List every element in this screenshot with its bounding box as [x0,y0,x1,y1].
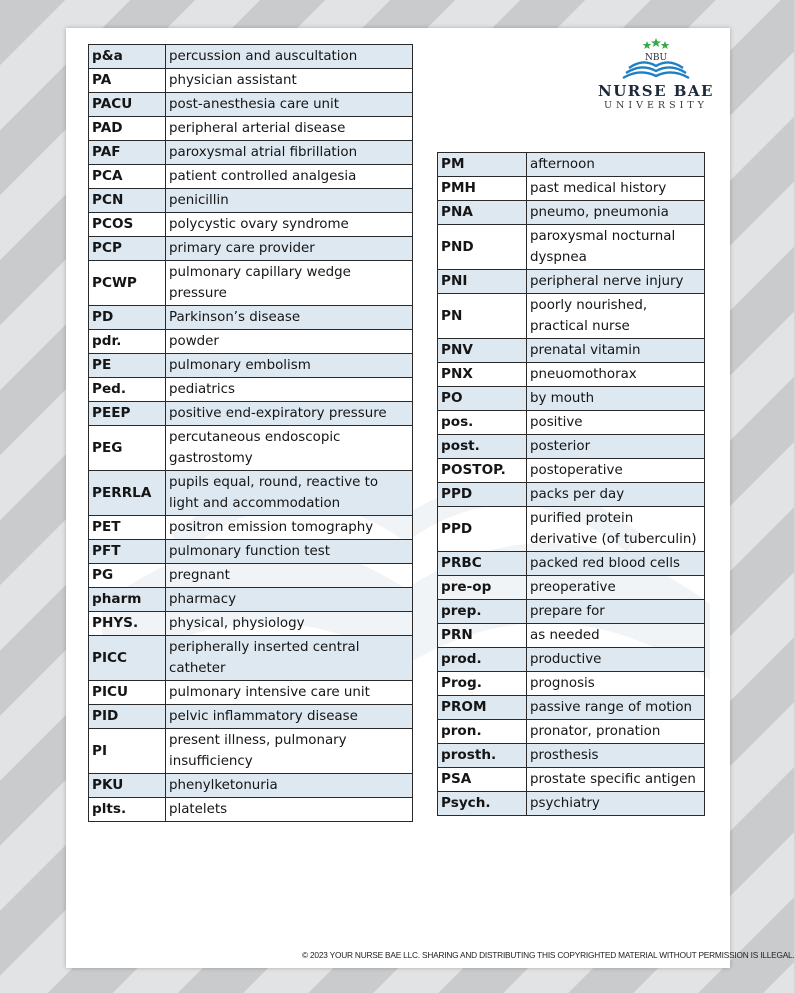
meaning-cell: penicillin [166,189,413,213]
abbreviation-cell: Psych. [438,792,527,816]
abbreviation-cell: PND [438,225,527,270]
abbreviation-cell: PHYS. [89,612,166,636]
meaning-cell: platelets [166,798,413,822]
abbreviation-cell: prep. [438,600,527,624]
logo-name: NURSE BAE [598,82,714,100]
meaning-cell: pulmonary embolism [166,354,413,378]
abbreviation-cell: Ped. [89,378,166,402]
abbreviation-cell: PE [89,354,166,378]
meaning-cell: afternoon [527,153,705,177]
abbreviation-cell: PICC [89,636,166,681]
meaning-cell: prosthesis [527,744,705,768]
meaning-cell: by mouth [527,387,705,411]
meaning-cell: preoperative [527,576,705,600]
table-row [89,141,413,165]
table-row [438,459,705,483]
table-row [89,93,413,117]
table-row [89,471,413,516]
abbreviation-cell: PID [89,705,166,729]
abbreviation-cell: pre-op [438,576,527,600]
abbreviation-cell: pos. [438,411,527,435]
abbreviation-table-right [437,152,705,816]
meaning-cell: pulmonary capillary wedge pressure [166,261,413,306]
logo-subtitle: UNIVERSITY [604,100,708,111]
abbreviation-cell: PEG [89,426,166,471]
abbreviation-cell: Prog. [438,672,527,696]
table-row [89,45,413,69]
table-row [438,294,705,339]
meaning-cell: pronator, pronation [527,720,705,744]
table-row [89,426,413,471]
table-row [438,696,705,720]
open-book-icon [621,38,691,80]
abbreviation-table-left [88,44,413,822]
abbreviation-cell: PERRLA [89,471,166,516]
meaning-cell: patient controlled analgesia [166,165,413,189]
meaning-cell: packs per day [527,483,705,507]
table-row [438,153,705,177]
abbreviation-cell: PCP [89,237,166,261]
nurse-bae-logo [586,38,726,118]
meaning-cell: prognosis [527,672,705,696]
abbreviation-cell: PICU [89,681,166,705]
abbreviation-cell: PSA [438,768,527,792]
table-row [89,540,413,564]
meaning-cell: pelvic inflammatory disease [166,705,413,729]
abbreviation-cell: PNI [438,270,527,294]
meaning-cell: primary care provider [166,237,413,261]
abbreviation-cell: PROM [438,696,527,720]
meaning-cell: pharmacy [166,588,413,612]
table-row [89,165,413,189]
abbreviation-cell: PAD [89,117,166,141]
abbreviation-cell: PMH [438,177,527,201]
abbreviation-cell: PNV [438,339,527,363]
abbreviation-cell: PM [438,153,527,177]
table-row [438,363,705,387]
table-row [438,483,705,507]
abbreviation-cell: PN [438,294,527,339]
table-row [89,117,413,141]
meaning-cell: peripheral arterial disease [166,117,413,141]
meaning-cell: pulmonary function test [166,540,413,564]
table-row [89,705,413,729]
table-row [438,792,705,816]
abbreviation-cell: pron. [438,720,527,744]
table-row [438,600,705,624]
abbreviation-cell: PEEP [89,402,166,426]
abbreviation-cell: PI [89,729,166,774]
abbreviation-cell: prod. [438,648,527,672]
table-row [89,330,413,354]
meaning-cell: poorly nourished, practical nurse [527,294,705,339]
table-row [89,612,413,636]
table-row [89,588,413,612]
meaning-cell: purified protein derivative (of tuberculin) [527,507,705,552]
abbreviation-cell: PRBC [438,552,527,576]
table-row [89,69,413,93]
meaning-cell: pregnant [166,564,413,588]
table-row [89,354,413,378]
abbreviation-cell: PPD [438,483,527,507]
table-row [438,507,705,552]
table-row [438,552,705,576]
meaning-cell: packed red blood cells [527,552,705,576]
table-row [89,402,413,426]
abbreviation-cell: PET [89,516,166,540]
meaning-cell: peripheral nerve injury [527,270,705,294]
abbreviation-cell: PACU [89,93,166,117]
abbreviation-cell: plts. [89,798,166,822]
table-row [89,798,413,822]
abbreviation-cell: PFT [89,540,166,564]
meaning-cell: prepare for [527,600,705,624]
meaning-cell: powder [166,330,413,354]
meaning-cell: present illness, pulmonary insufficiency [166,729,413,774]
copyright-footer: © 2023 YOUR NURSE BAE LLC. SHARING AND DISTRIBUTING THIS COPYRIGHTED MATERIAL WITHOUT PERMISSION IS ILLEGAL. [302,950,795,960]
table-row [89,729,413,774]
meaning-cell: percutaneous endoscopic gastrostomy [166,426,413,471]
abbreviation-cell: PKU [89,774,166,798]
abbreviation-cell: PNX [438,363,527,387]
table-row [438,744,705,768]
table-row [89,213,413,237]
meaning-cell: passive range of motion [527,696,705,720]
table-row [438,387,705,411]
table-row [438,411,705,435]
table-row [438,177,705,201]
meaning-cell: pneumo, pneumonia [527,201,705,225]
meaning-cell: positive [527,411,705,435]
meaning-cell: pulmonary intensive care unit [166,681,413,705]
table-row [89,261,413,306]
meaning-cell: post-anesthesia care unit [166,93,413,117]
meaning-cell: phenylketonuria [166,774,413,798]
table-row [438,270,705,294]
table-row [89,378,413,402]
abbreviation-cell: pharm [89,588,166,612]
table-row [438,720,705,744]
abbreviation-cell: PA [89,69,166,93]
meaning-cell: postoperative [527,459,705,483]
abbreviation-cell: POSTOP. [438,459,527,483]
abbreviation-cell: PPD [438,507,527,552]
table-row [438,225,705,270]
meaning-cell: positive end-expiratory pressure [166,402,413,426]
abbreviation-cell: PNA [438,201,527,225]
table-row [438,339,705,363]
abbreviation-cell: PAF [89,141,166,165]
abbreviation-cell: post. [438,435,527,459]
table-row [89,516,413,540]
table-row [438,624,705,648]
table-row [89,636,413,681]
abbreviation-cell: PD [89,306,166,330]
meaning-cell: past medical history [527,177,705,201]
table-row [89,306,413,330]
table-row [89,189,413,213]
meaning-cell: prenatal vitamin [527,339,705,363]
meaning-cell: positron emission tomography [166,516,413,540]
meaning-cell: posterior [527,435,705,459]
abbreviation-cell: PCWP [89,261,166,306]
meaning-cell: peripherally inserted central catheter [166,636,413,681]
meaning-cell: pneuomothorax [527,363,705,387]
meaning-cell: pupils equal, round, reactive to light and accommodation [166,471,413,516]
abbreviation-cell: p&a [89,45,166,69]
svg-text:NBU: NBU [644,53,668,63]
meaning-cell: paroxysmal atrial fibrillation [166,141,413,165]
table-row [89,774,413,798]
abbreviation-cell: PCOS [89,213,166,237]
meaning-cell: prostate specific antigen [527,768,705,792]
meaning-cell: paroxysmal nocturnal dyspnea [527,225,705,270]
abbreviation-cell: pdr. [89,330,166,354]
meaning-cell: productive [527,648,705,672]
table-row [438,201,705,225]
abbreviation-cell: PCA [89,165,166,189]
abbreviation-cell: PO [438,387,527,411]
meaning-cell: physical, physiology [166,612,413,636]
meaning-cell: Parkinson’s disease [166,306,413,330]
table-row [89,237,413,261]
abbreviation-cell: prosth. [438,744,527,768]
meaning-cell: pediatrics [166,378,413,402]
table-row [438,768,705,792]
meaning-cell: physician assistant [166,69,413,93]
meaning-cell: psychiatry [527,792,705,816]
table-row [89,564,413,588]
document-page [66,28,795,968]
table-row [438,648,705,672]
abbreviation-cell: PG [89,564,166,588]
abbreviation-cell: PRN [438,624,527,648]
table-row [89,681,413,705]
table-row [438,672,705,696]
meaning-cell: as needed [527,624,705,648]
table-row [438,576,705,600]
table-row [438,435,705,459]
abbreviation-cell: PCN [89,189,166,213]
meaning-cell: percussion and auscultation [166,45,413,69]
meaning-cell: polycystic ovary syndrome [166,213,413,237]
